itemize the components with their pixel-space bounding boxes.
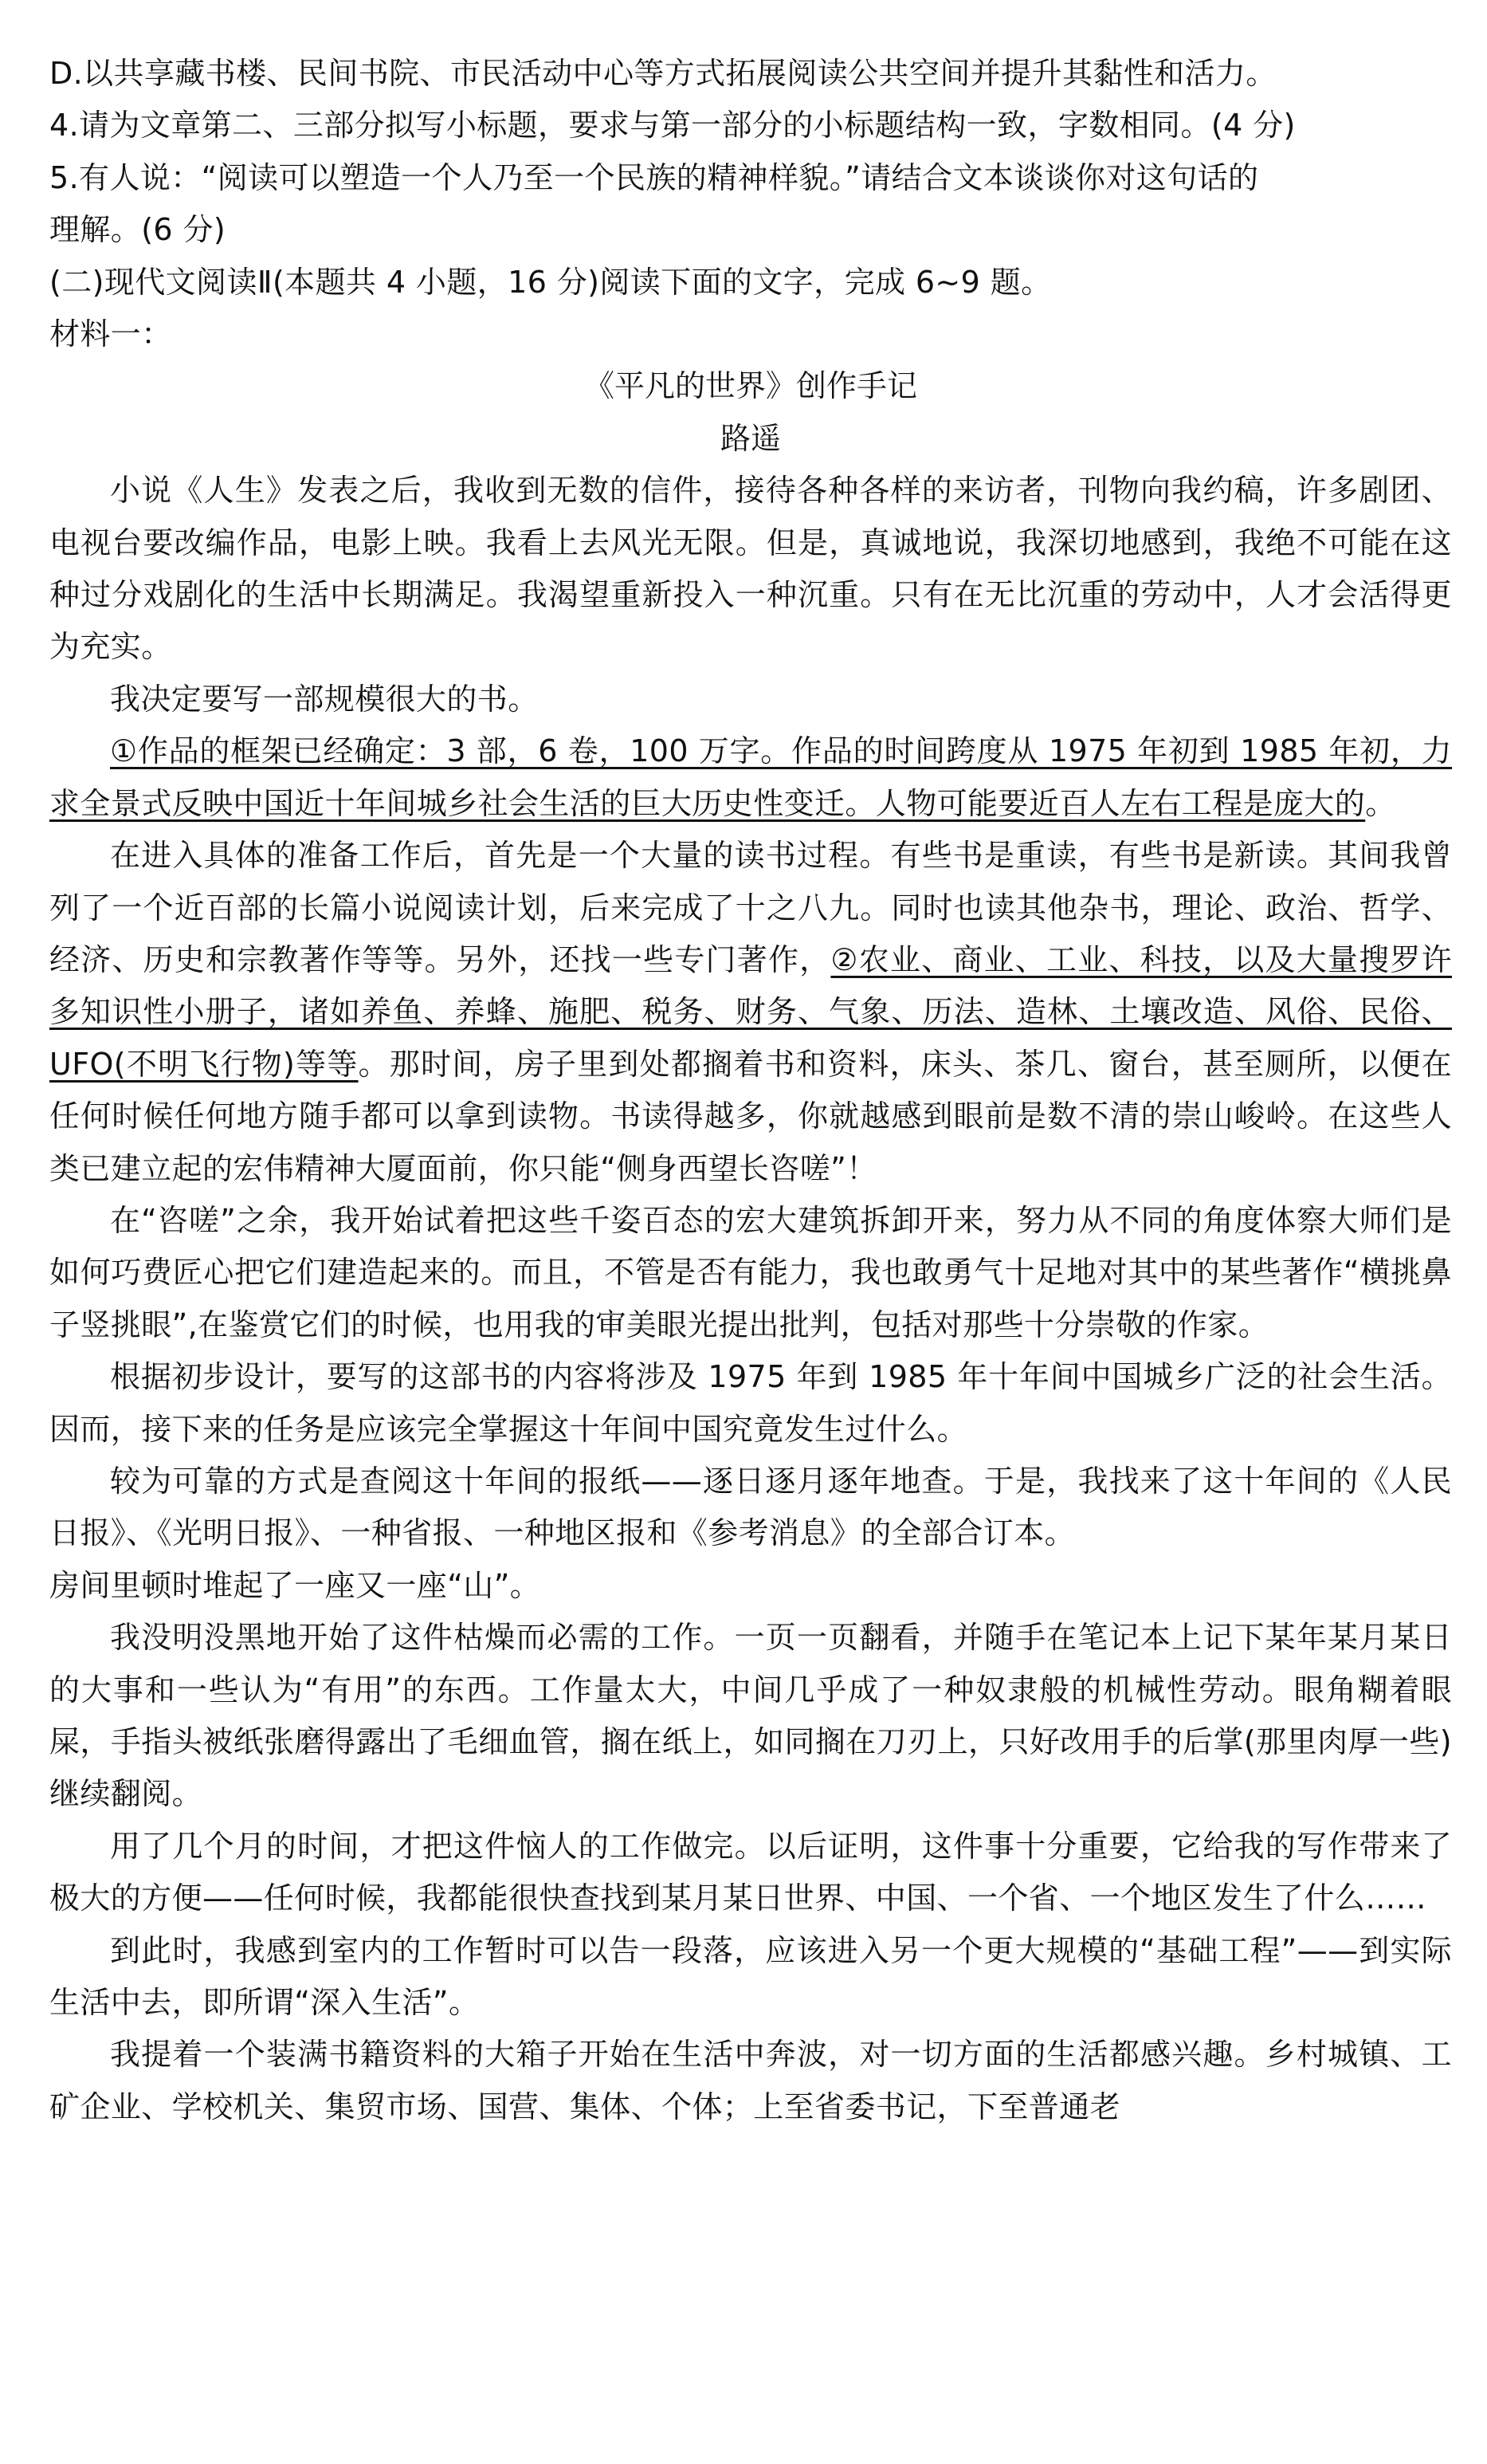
- paragraph-end-punct: 。: [1365, 785, 1396, 821]
- question-5-line-1: 5.有人说：“阅读可以塑造一个人乃至一个民族的精神样貌。”请结合文本谈谈你对这句话的: [49, 159, 1259, 195]
- paragraph: 我提着一个装满书籍资料的大箱子开始在生活中奔波，对一切方面的生活都感兴趣。乡村城镇、工矿企业、学校机关、集贸市场、国营、集体、个体；上至省委书记，下至普通老: [49, 2037, 1452, 2124]
- question-4: 4.请为文章第二、三部分拟写小标题，要求与第一部分的小标题结构一致，字数相同。(4 分): [49, 108, 1296, 143]
- paragraph: 根据初步设计，要写的这部书的内容将涉及 1975 年到 1985 年十年间中国城乡广泛的社会生活。因而，接下来的任务是应该完全掌握这十年间中国究竟发生过什么。: [49, 1359, 1452, 1447]
- paragraph-part: 。那时间，房子里到处都搁着书和资料，床头、茶几、窗台，甚至厕所，以便在任何时候任何地方随手都可以拿到读物。书读得越多，你就越感到眼前是数不清的崇山峻岭。在这些人类已建立起的宏伟精神大厦面前，你只能“侧身西望长咨嗟”！: [49, 1046, 1452, 1186]
- question-5-line-2: 理解。(6 分): [49, 212, 226, 248]
- section-heading: (二)现代文阅读Ⅱ(本题共 4 小题，16 分)阅读下面的文字，完成 6~9 题。: [49, 264, 1052, 300]
- paragraph: 在“咨嗟”之余，我开始试着把这些千姿百态的宏大建筑拆卸开来，努力从不同的角度体察大师们是如何巧费匠心把它们建造起来的。而且，不管是否有能力，我也敢勇气十足地对其中的某些著作“横挑鼻子竖挑眼”,在鉴赏它们的时候，也用我的审美眼光提出批判，包括对那些十分崇敬的作家。: [49, 1202, 1452, 1342]
- article-title: 《平凡的世界》创作手记: [583, 368, 917, 404]
- paragraph: 小说《人生》发表之后，我收到无数的信件，接待各种各样的来访者，刊物向我约稿，许多剧团、电视台要改编作品，电影上映。我看上去风光无限。但是，真诚地说，我深切地感到，我绝不可能在这种过分戏剧化的生活中长期满足。我渴望重新投入一种沉重。只有在无比沉重的劳动中，人才会活得更为充实。: [49, 473, 1452, 665]
- option-d: D.以共享藏书楼、民间书院、市民活动中心等方式拓展阅读公共空间并提升其黏性和活力。: [49, 56, 1277, 91]
- paragraph-underlined-2: [49, 830, 1452, 1195]
- paragraph: 我决定要写一部规模很大的书。: [110, 681, 539, 717]
- paragraph: 较为可靠的方式是查阅这十年间的报纸——逐日逐月逐年地查。于是，我找来了这十年间的《人民日报》、《光明日报》、一种省报、一种地区报和《参考消息》的全部合订本。: [49, 1463, 1452, 1551]
- underlined-sentence-1: ①作品的框架已经确定：3 部，6 卷，100 万字。作品的时间跨度从 1975 年初到 1985 年初，力求全景式反映中国近十年间城乡社会生活的巨大历史性变迁。人物可能要近百人左右工程是庞大的: [49, 733, 1452, 821]
- exam-page: [49, 48, 1452, 2133]
- paragraph-part: 在进入具体的准备工作后，首先是一个大量的读书过程。有些书是重读，有些书是新读。其间我曾列了一个近百部的长篇小说阅读计划，后来完成了十之八九。同时也读其他杂书，理论、政治、哲学、经济、历史和宗教著作等等。另外，还找一些专门著作，: [49, 838, 1452, 977]
- material-label: 材料一：: [49, 316, 172, 352]
- paragraph: 用了几个月的时间，才把这件恼人的工作做完。以后证明，这件事十分重要，它给我的写作带来了极大的方便——任何时候，我都能很快查找到某月某日世界、中国、一个省、一个地区发生了什么……: [49, 1828, 1452, 1916]
- paragraph: 到此时，我感到室内的工作暂时可以告一段落，应该进入另一个更大规模的“基础工程”——到实际生活中去，即所谓“深入生活”。: [49, 1932, 1452, 2021]
- underlined-sentence-2: ②农业、商业、工业、科技，以及大量搜罗许多知识性小册子，诸如养鱼、养蜂、施肥、税务、财务、气象、历法、造林、土壤改造、风俗、民俗、UFO(不明飞行物)等等: [49, 941, 1452, 1082]
- paragraph-underlined-1: [49, 725, 1452, 830]
- paragraph-continuation: 房间里顿时堆起了一座又一座“山”。: [49, 1567, 541, 1603]
- article-author: 路遥: [720, 420, 781, 456]
- paragraph: 我没明没黑地开始了这件枯燥而必需的工作。一页一页翻看，并随手在笔记本上记下某年某月某日的大事和一些认为“有用”的东西。工作量太大，中间几乎成了一种奴隶般的机械性劳动。眼角糊着眼屎，手指头被纸张磨得露出了毛细血管，搁在纸上，如同搁在刀刃上，只好改用手的后掌(那里肉厚一些)继续翻阅。: [49, 1620, 1452, 1812]
